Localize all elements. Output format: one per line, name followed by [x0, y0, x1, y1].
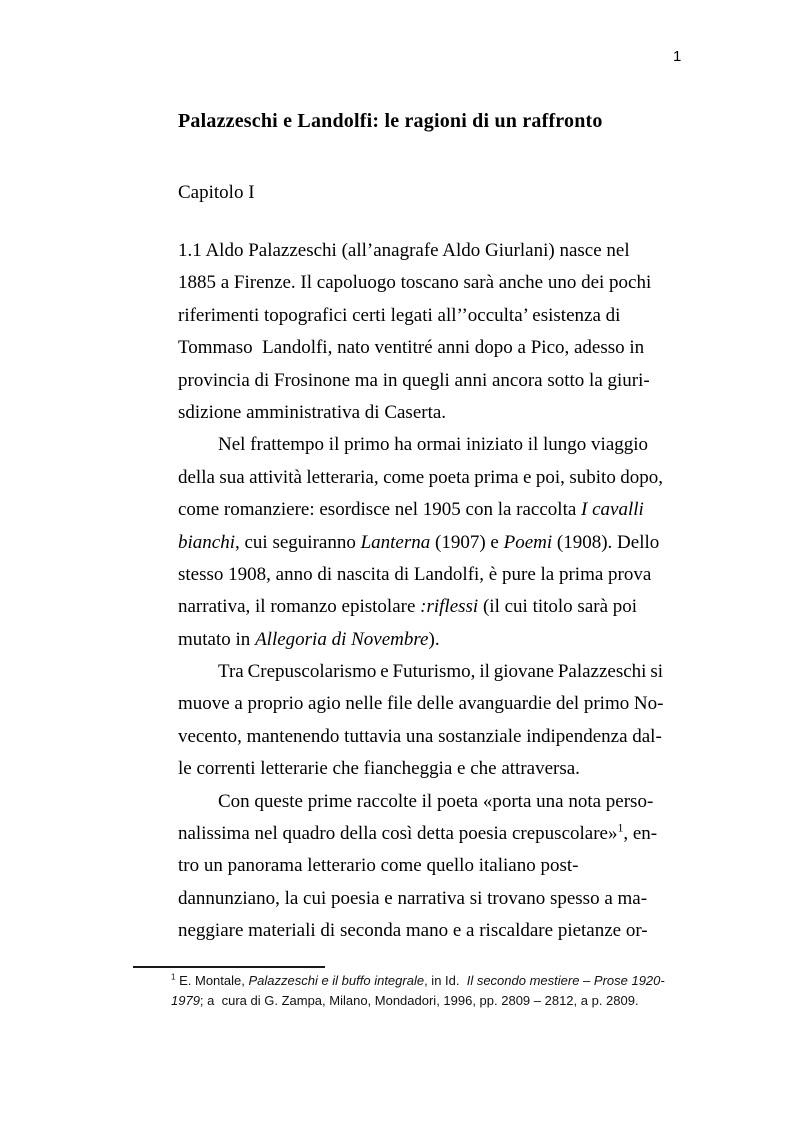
text-run: narrativa, il romanzo epistolare	[178, 596, 421, 618]
text-run: bianchi	[178, 531, 235, 553]
text-run: neggiare materiali di seconda mano e a riscaldare pietanze or-	[178, 920, 648, 942]
text-line	[178, 624, 663, 656]
text-run: stesso 1908, anno di nascita di Landolfi, è pure la prima prova	[178, 563, 652, 585]
text-line	[178, 300, 663, 332]
text-run: , cui seguiranno	[235, 531, 361, 553]
paragraph	[178, 656, 663, 786]
text-line	[178, 721, 663, 753]
text-line	[178, 883, 663, 915]
text-run: riferimenti topografici certi legati all’’occulta’ esistenza di	[178, 304, 621, 326]
page-number: 1	[673, 48, 682, 65]
text-run: dannunziano, la cui poesia e narrativa si trovano spesso a ma-	[178, 887, 648, 909]
text-line	[178, 559, 663, 591]
text-run: , en-	[623, 823, 658, 845]
text-run: tro un panorama letterario come quello italiano post-	[178, 855, 579, 877]
text-run: della sua attività letteraria, come poeta prima e poi, subito dopo,	[178, 466, 664, 488]
text-run: provincia di Frosinone ma in quegli anni ancora sotto la giuri-	[178, 369, 650, 391]
body-text	[178, 235, 663, 948]
text-run: Palazzeschi e il buffo integrale	[248, 973, 425, 988]
text-run: (1907) e	[430, 531, 504, 553]
footnote-separator	[133, 966, 325, 968]
text-line	[178, 267, 663, 299]
footnote-line	[171, 991, 645, 1011]
text-run: Il secondo mestiere – Prose 1920-	[466, 973, 665, 988]
text-line	[178, 332, 663, 364]
text-run: come romanziere: esordisce nel 1905 con la raccolta	[178, 499, 582, 521]
paragraph	[178, 786, 663, 948]
text-line	[178, 915, 663, 947]
text-run: (1908). Dello	[552, 531, 660, 553]
text-run: 1885 a Firenze. Il capoluogo toscano sarà anche uno dei pochi	[178, 272, 652, 294]
text-run: vecento, mantenendo tuttavia una sostanziale indipendenza dal-	[178, 725, 662, 747]
footnote	[171, 971, 670, 1011]
text-line	[178, 397, 663, 429]
paragraph	[178, 429, 663, 656]
text-line	[178, 688, 663, 720]
document-title: Palazzeschi e Landolfi: le ragioni di un raffronto	[178, 110, 603, 132]
text-line	[178, 818, 663, 850]
text-run: Lanterna	[360, 531, 431, 553]
text-run: mutato in	[178, 628, 256, 650]
text-run: 1979	[171, 993, 200, 1008]
text-run: I cavalli	[581, 499, 644, 521]
text-line	[178, 656, 663, 688]
text-run: Tra Crepuscolarismo e Futurismo, il giovane Palazzeschi si	[218, 661, 663, 683]
text-run: Poemi	[503, 531, 553, 553]
footnote-line	[171, 971, 670, 991]
paragraph	[178, 235, 663, 429]
text-run: sdizione amministrativa di Caserta.	[178, 401, 447, 423]
chapter-heading: Capitolo I	[178, 182, 255, 203]
text-run: nalissima nel quadro della così detta poesia crepuscolare»	[178, 823, 618, 845]
text-line	[178, 429, 663, 461]
text-line	[178, 850, 663, 882]
text-run: Tommaso Landolfi, nato ventitré anni dopo a Pico, adesso in	[178, 337, 645, 359]
footnote-marker: 1	[617, 821, 624, 835]
text-line	[178, 591, 663, 623]
text-run: ; a cura di G. Zampa, Milano, Mondadori, 1996, pp. 2809 – 2812, a p. 2809.	[199, 993, 639, 1008]
text-run: (il cui titolo sarà poi	[478, 596, 638, 618]
text-run: muove a proprio agio nelle file delle avanguardie del primo No-	[178, 693, 664, 715]
text-run: , in Id.	[424, 973, 467, 988]
text-run: E. Montale,	[175, 973, 249, 988]
footnote-marker: 1	[171, 972, 176, 982]
text-line	[178, 753, 663, 785]
text-line	[178, 462, 663, 494]
text-line	[178, 494, 663, 526]
text-line	[178, 527, 663, 559]
text-run: :riflessi	[420, 596, 479, 618]
text-run: le correnti letterarie che fiancheggia e che attraversa.	[178, 758, 580, 780]
text-run: Con queste prime raccolte il poeta «porta una nota perso-	[218, 790, 654, 812]
text-line	[178, 365, 663, 397]
text-run: Allegoria di Novembre	[255, 628, 429, 650]
text-line	[178, 235, 663, 267]
text-run: Nel frattempo il primo ha ormai iniziato il lungo viaggio	[218, 434, 649, 456]
text-line	[178, 786, 663, 818]
text-run: ).	[428, 628, 440, 650]
text-run: 1.1 Aldo Palazzeschi (all’anagrafe Aldo Giurlani) nasce nel	[178, 240, 630, 261]
